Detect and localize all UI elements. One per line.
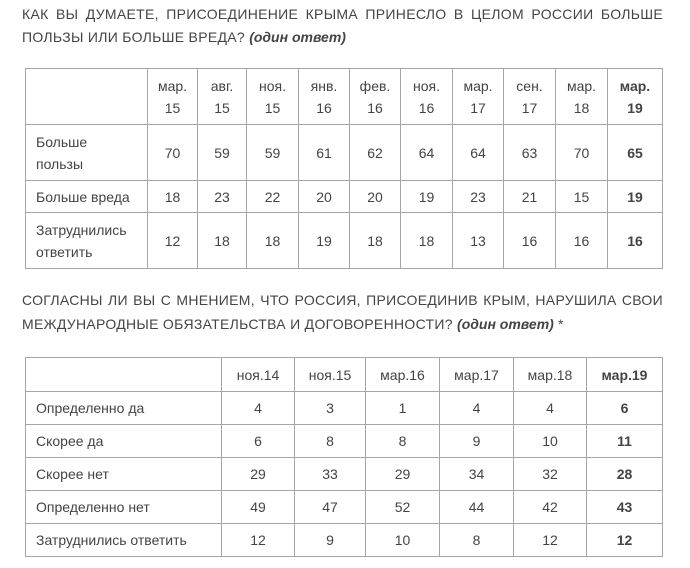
value-cell: 10 — [514, 425, 587, 458]
question-1 — [22, 3, 663, 49]
value-cell: 29 — [366, 458, 440, 491]
footnote-mark: * — [558, 316, 564, 332]
column-header: янв. 16 — [299, 69, 350, 125]
value-cell: 12 — [514, 524, 587, 557]
row-label: Больше пользы — [26, 125, 148, 181]
column-header: мар.18 — [514, 358, 587, 392]
value-cell: 4 — [440, 392, 514, 425]
question-2-answer-note: (один ответ) — [457, 316, 554, 332]
value-cell: 16 — [556, 213, 608, 269]
value-cell: 16 — [504, 213, 556, 269]
value-cell: 70 — [148, 125, 198, 181]
value-cell: 4 — [514, 392, 587, 425]
value-cell: 6 — [587, 392, 663, 425]
table-2-header — [26, 358, 663, 392]
value-cell: 9 — [295, 524, 366, 557]
value-cell: 47 — [295, 491, 366, 524]
value-cell: 18 — [401, 213, 453, 269]
table-1-corner-cell — [26, 69, 148, 125]
table-1-body — [26, 125, 663, 269]
value-cell: 4 — [222, 392, 295, 425]
value-cell: 42 — [514, 491, 587, 524]
row-label: Определенно нет — [26, 491, 222, 524]
value-cell: 59 — [247, 125, 299, 181]
value-cell: 12 — [148, 213, 198, 269]
value-cell: 32 — [514, 458, 587, 491]
value-cell: 29 — [222, 458, 295, 491]
column-header: мар. 19 — [608, 69, 663, 125]
value-cell: 70 — [556, 125, 608, 181]
question-2 — [22, 288, 663, 336]
value-cell: 1 — [366, 392, 440, 425]
value-cell: 34 — [440, 458, 514, 491]
value-cell: 44 — [440, 491, 514, 524]
value-cell: 23 — [198, 181, 247, 213]
value-cell: 23 — [453, 181, 504, 213]
value-cell: 20 — [350, 181, 401, 213]
value-cell: 49 — [222, 491, 295, 524]
table-2-header-row — [26, 358, 663, 392]
column-header: фев. 16 — [350, 69, 401, 125]
column-header: авг. 15 — [198, 69, 247, 125]
row-label: Скорее да — [26, 425, 222, 458]
value-cell: 28 — [587, 458, 663, 491]
value-cell: 19 — [608, 181, 663, 213]
value-cell: 18 — [198, 213, 247, 269]
column-header: ноя.14 — [222, 358, 295, 392]
value-cell: 8 — [295, 425, 366, 458]
row-label: Больше вреда — [26, 181, 148, 213]
value-cell: 59 — [198, 125, 247, 181]
question-1-answer-note: (один ответ) — [249, 29, 346, 45]
column-header: ноя. 15 — [247, 69, 299, 125]
value-cell: 13 — [453, 213, 504, 269]
value-cell: 52 — [366, 491, 440, 524]
table-row — [26, 491, 663, 524]
value-cell: 62 — [350, 125, 401, 181]
column-header: мар. 15 — [148, 69, 198, 125]
row-label: Скорее нет — [26, 458, 222, 491]
table-row — [26, 181, 663, 213]
value-cell: 9 — [440, 425, 514, 458]
value-cell: 64 — [401, 125, 453, 181]
column-header: мар.19 — [587, 358, 663, 392]
results-table-2 — [25, 357, 663, 557]
value-cell: 18 — [247, 213, 299, 269]
value-cell: 8 — [366, 425, 440, 458]
column-header: мар. 17 — [453, 69, 504, 125]
column-header: мар.16 — [366, 358, 440, 392]
row-label: Определенно да — [26, 392, 222, 425]
table-2-corner-cell — [26, 358, 222, 392]
value-cell: 19 — [299, 213, 350, 269]
value-cell: 61 — [299, 125, 350, 181]
column-header: мар. 18 — [556, 69, 608, 125]
value-cell: 12 — [222, 524, 295, 557]
column-header: ноя. 16 — [401, 69, 453, 125]
row-label: Затруднились ответить — [26, 524, 222, 557]
column-header: мар.17 — [440, 358, 514, 392]
value-cell: 64 — [453, 125, 504, 181]
value-cell: 6 — [222, 425, 295, 458]
value-cell: 18 — [148, 181, 198, 213]
value-cell: 19 — [401, 181, 453, 213]
table-row — [26, 524, 663, 557]
value-cell: 20 — [299, 181, 350, 213]
results-table-1 — [25, 68, 663, 269]
table-2-body — [26, 392, 663, 557]
value-cell: 11 — [587, 425, 663, 458]
column-header: ноя.15 — [295, 358, 366, 392]
value-cell: 18 — [350, 213, 401, 269]
row-label: Затруднились ответить — [26, 213, 148, 269]
table-row — [26, 458, 663, 491]
value-cell: 33 — [295, 458, 366, 491]
value-cell: 10 — [366, 524, 440, 557]
value-cell: 63 — [504, 125, 556, 181]
table-row — [26, 425, 663, 458]
value-cell: 65 — [608, 125, 663, 181]
table-row — [26, 125, 663, 181]
value-cell: 15 — [556, 181, 608, 213]
value-cell: 22 — [247, 181, 299, 213]
column-header: сен. 17 — [504, 69, 556, 125]
question-1-text: ПОЛЬЗЫ ИЛИ БОЛЬШЕ ВРЕДА? — [22, 29, 245, 45]
table-1-header-row — [26, 69, 663, 125]
question-2-line-2 — [22, 312, 663, 336]
question-2-line-1: СОГЛАСНЫ ЛИ ВЫ С МНЕНИЕМ, ЧТО РОССИЯ, ПРИСОЕДИНИВ КРЫМ, НАРУШИЛА СВОИ — [22, 292, 663, 308]
question-1-line-2 — [22, 26, 663, 49]
value-cell: 12 — [587, 524, 663, 557]
value-cell: 8 — [440, 524, 514, 557]
value-cell: 21 — [504, 181, 556, 213]
value-cell: 16 — [608, 213, 663, 269]
question-2-text: МЕЖДУНАРОДНЫЕ ОБЯЗАТЕЛЬСТВА И ДОГОВОРЕННОСТИ? — [22, 316, 453, 332]
value-cell: 3 — [295, 392, 366, 425]
table-row — [26, 213, 663, 269]
value-cell: 43 — [587, 491, 663, 524]
question-1-line-1: КАК ВЫ ДУМАЕТЕ, ПРИСОЕДИНЕНИЕ КРЫМА ПРИНЕСЛО В ЦЕЛОМ РОССИИ БОЛЬШЕ — [22, 6, 663, 22]
table-row — [26, 392, 663, 425]
table-1-header — [26, 69, 663, 125]
